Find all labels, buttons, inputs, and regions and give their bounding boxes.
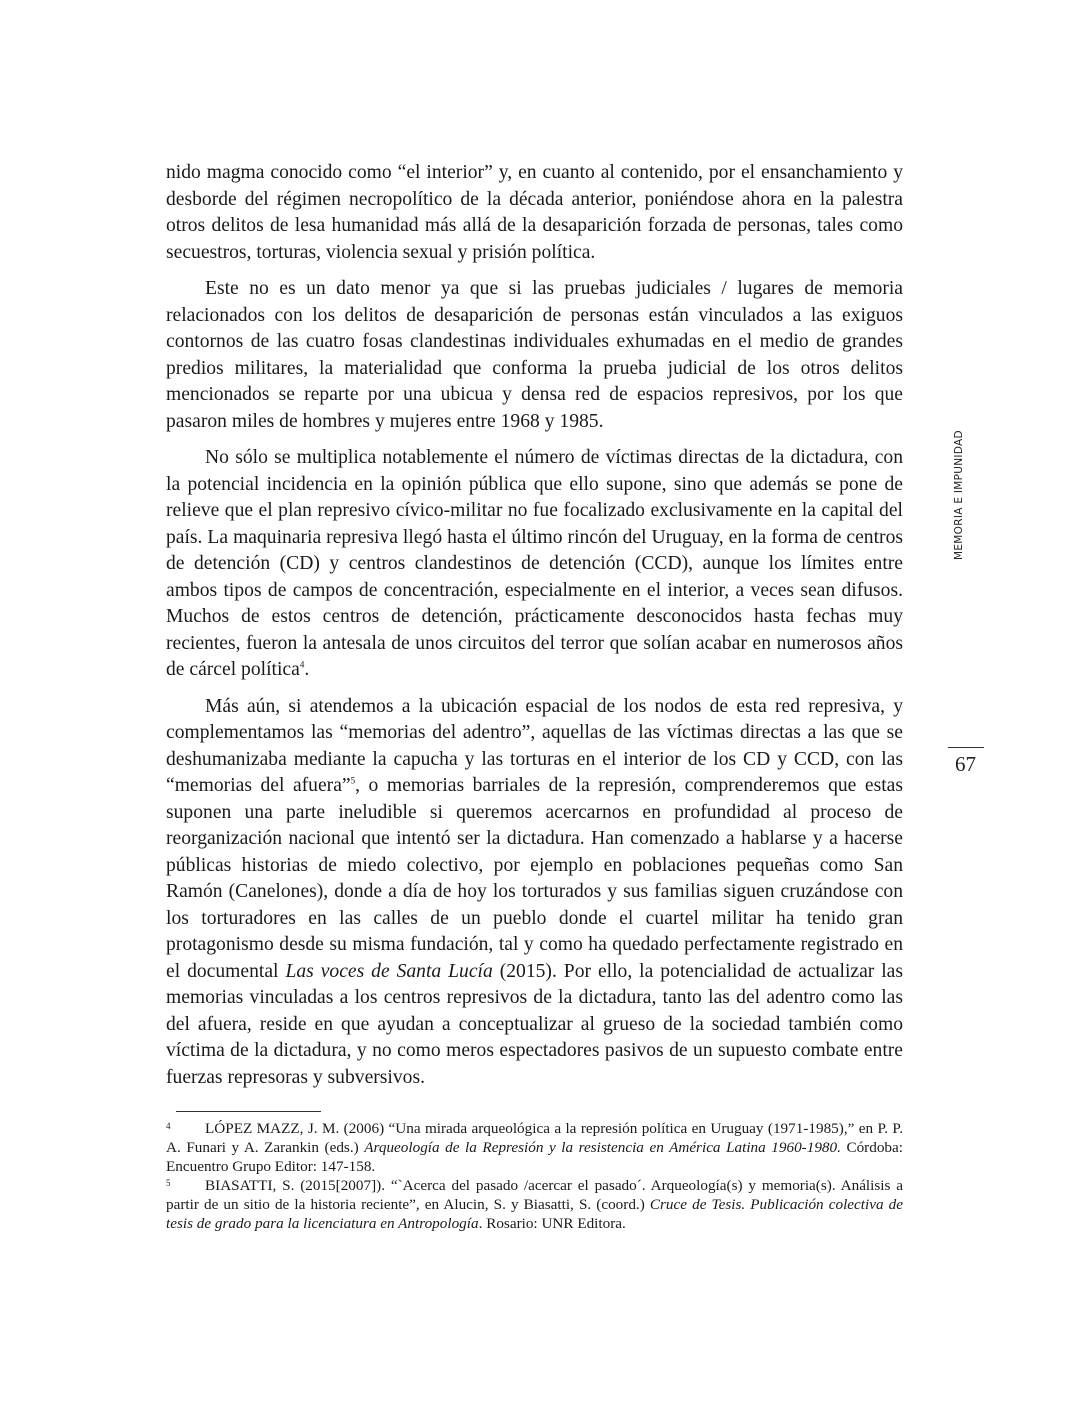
italic-text: Cruce de Tesis. Publicación colectiva de tesis de grado para la licenciatura en Antropología [166, 1196, 903, 1232]
paragraph [166, 445, 903, 684]
italic-text: Las voces de Santa Lucía [285, 960, 493, 982]
text-run: Este no es un dato menor ya que si las pruebas judiciales / lugares de memoria relacionados con los delitos de desaparición de personas están vinculados a las exiguos contornos de las cuatro fosas clandestinas individuales exhumadas en el medio de grandes predios militares, la materialidad que conforma la prueba judicial de los otros delitos mencionados se reparte por una ubicua y densa red de espacios represivos, por los que pasaron miles de hombres y mujeres entre 1968 y 1985. [166, 278, 903, 432]
footnotes [166, 1119, 903, 1233]
page-number: 67 [955, 752, 976, 776]
text-run: , o memorias barriales de la represión, comprenderemos que estas suponen una parte ineludible si queremos acercarnos en profundidad al proceso de reorganización nacional que intentó ser la dictadura. Han comenzado a hablarse y a hacerse públicas historias de miedo colectivo, por ejemplo en poblaciones pequeñas como San Ramón (Canelones), donde a día de hoy los torturados y sus familias siguen cruzándose con los torturadores en las calles de un pueblo donde el cuartel militar ha tenido gran protagonismo desde su misma fundación, tal y como ha quedado perfectamente registrado en el documental [166, 775, 903, 982]
footnote [166, 1176, 903, 1233]
text-run: Más aún, si atendemos a la ubicación espacial de los nodos de esta red represiva, y complementamos las “memorias del adentro”, aquellas de las víctimas directas a las que se deshumanizaba mediante la capucha y las torturas en el interior de los CD y CCD, con las “memorias del afuera” [166, 695, 903, 796]
running-section-label: MEMORIA E IMPUNIDAD [953, 430, 965, 560]
text-run: . Rosario: UNR Editora. [478, 1215, 626, 1232]
footnote-separator [176, 1111, 321, 1112]
footnote-ref: 5 [350, 775, 356, 786]
text-run: LÓPEZ MAZZ, J. M. (2006) “Una mirada arqueológica a la represión política en Uruguay (1971-1985),” en P. P. A. Funari y A. Zarankin (eds.) [166, 1120, 903, 1156]
footnote-ref: 4 [299, 659, 305, 670]
footnote-number: 4 [166, 1121, 171, 1131]
text-run: (2015). Por ello, la potencialidad de actualizar las memorias vinculadas a los centros represivos de la dictadura, tanto las del adentro como las del afuera, reside en que ayudan a conceptualizar al grueso de la sociedad también como víctima de la dictadura, y no como meros espectadores pasivos de un supuesto combate entre fuerzas represoras y subversivos. [166, 960, 904, 1088]
body-text [166, 160, 903, 1101]
italic-text: Arqueología de la Represión y la resistencia en América Latina 1960-1980. [364, 1139, 841, 1156]
text-run: Córdoba: Encuentro Grupo Editor: 147-158. [166, 1139, 903, 1175]
footnote [166, 1119, 903, 1176]
paragraph [166, 160, 903, 266]
paragraph [166, 276, 903, 435]
text-run: No sólo se multiplica notablemente el número de víctimas directas de la dictadura, con la potencial incidencia en la opinión pública que ello supone, sino que además se pone de relieve que el plan represivo cívico-militar no fue focalizado exclusivamente en la capital del país. La maquinaria represiva llegó hasta el último rincón del Uruguay, en la forma de centros de detención (CD) y centros clandestinos de detención (CCD), aunque los límites entre ambos tipos de campos de concentración, especialmente en el interior, a veces sean difusos. Muchos de estos centros de detención, prácticamente desconocidos hasta fechas muy recientes, fueron la antesala de unos circuitos del terror que solían acabar en numerosos años de cárcel política [166, 447, 903, 680]
text-run: BIASATTI, S. (2015[2007]). “`Acerca del pasado /acercar el pasado´. Arqueología(s) y memoria(s). Análisis a partir de un sitio de la historia reciente”, en Alucin, S. y Biasatti, S. (coord.) [166, 1177, 903, 1213]
page-number-rule [948, 747, 984, 748]
footnote-number: 5 [166, 1178, 171, 1188]
text-run: nido magma conocido como “el interior” y, en cuanto al contenido, por el ensanchamiento y desborde del régimen necropolítico de la década anterior, poniéndose ahora en la palestra otros delitos de lesa humanidad más allá de la desaparición forzada de personas, tales como secuestros, torturas, violencia sexual y prisión política. [166, 162, 903, 263]
text-run: . [304, 659, 310, 680]
paragraph [166, 694, 903, 1092]
